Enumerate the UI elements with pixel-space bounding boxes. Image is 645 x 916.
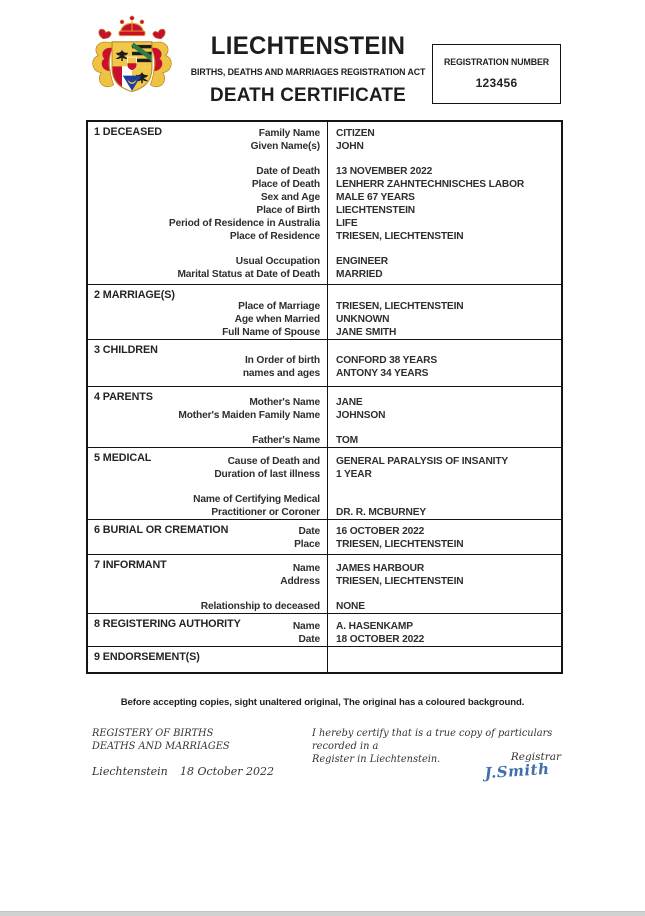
section-title: 7 INFORMANT bbox=[94, 559, 167, 571]
field-value: TRIESEN, LIECHTENSTEIN bbox=[336, 576, 464, 587]
field-label: Name of Certifying Medical bbox=[193, 494, 320, 505]
field-value: CITIZEN bbox=[336, 128, 375, 139]
field-label: In Order of birth bbox=[245, 355, 320, 366]
field-label: Given Name(s) bbox=[250, 141, 320, 152]
field-value: MARRIED bbox=[336, 269, 383, 280]
certificate-table bbox=[86, 120, 563, 674]
field-label: Duration of last illness bbox=[214, 469, 320, 480]
field-value: 13 NOVEMBER 2022 bbox=[336, 166, 433, 177]
section-title: 4 PARENTS bbox=[94, 391, 153, 403]
field-label: Place of Marriage bbox=[238, 301, 320, 312]
field-label: Place of Birth bbox=[256, 205, 320, 216]
section-label-column bbox=[88, 122, 327, 284]
field-value: LENHERR ZAHNTECHNISCHES LABOR bbox=[336, 179, 525, 190]
field-label: Place of Residence bbox=[229, 231, 320, 242]
section-label-column bbox=[88, 448, 327, 519]
certificate-title: DEATH CERTIFICATE bbox=[210, 84, 406, 106]
field-value: ENGINEER bbox=[336, 256, 389, 267]
field-value: 1 YEAR bbox=[336, 469, 372, 480]
certify-line1: I hereby certify that is a true copy of particulars recorded in a bbox=[312, 728, 553, 752]
section-label-column bbox=[88, 285, 327, 339]
field-label: Family Name bbox=[258, 128, 320, 139]
field-label: Mother's Maiden Family Name bbox=[178, 410, 320, 421]
section-informant bbox=[88, 554, 561, 613]
field-label: Address bbox=[280, 576, 320, 587]
registration-number: 123456 bbox=[475, 76, 518, 90]
field-value: LIECHTENSTEIN bbox=[336, 205, 415, 216]
field-label: Usual Occupation bbox=[235, 256, 320, 267]
section-title: 9 ENDORSEMENT(S) bbox=[94, 651, 200, 663]
country-title: LIECHTENSTEIN bbox=[210, 32, 406, 60]
section-value-column bbox=[327, 555, 561, 613]
section-marriage-s bbox=[88, 284, 561, 339]
section-title: 8 REGISTERING AUTHORITY bbox=[94, 618, 241, 630]
section-value-column bbox=[327, 387, 561, 447]
field-value: TRIESEN, LIECHTENSTEIN bbox=[336, 231, 464, 242]
section-label-column bbox=[88, 614, 327, 646]
section-children bbox=[88, 339, 561, 386]
field-label: Age when Married bbox=[234, 314, 320, 325]
section-value-column bbox=[327, 285, 561, 339]
registry-line1: REGISTERY OF BIRTHS bbox=[92, 728, 214, 739]
section-title: 2 MARRIAGE(S) bbox=[94, 289, 175, 301]
section-value-column bbox=[327, 122, 561, 284]
field-label: Date bbox=[298, 634, 320, 645]
issue-date: 18 October 2022 bbox=[180, 765, 275, 778]
section-value-column bbox=[327, 448, 561, 519]
field-label: Cause of Death and bbox=[227, 456, 320, 467]
act-subtitle: BIRTHS, DEATHS AND MARRIAGES REGISTRATION ACT bbox=[190, 67, 426, 77]
field-value: GENERAL PARALYSIS OF INSANITY bbox=[336, 456, 509, 467]
section-title: 5 MEDICAL bbox=[94, 452, 152, 464]
field-label: Date bbox=[298, 526, 320, 537]
section-label-column bbox=[88, 555, 327, 613]
field-label: Date of Death bbox=[256, 166, 320, 177]
field-label: names and ages bbox=[242, 368, 320, 379]
field-label: Relationship to deceased bbox=[200, 601, 320, 612]
field-value: TRIESEN, LIECHTENSTEIN bbox=[336, 301, 464, 312]
field-label: Marital Status at Date of Death bbox=[177, 269, 320, 280]
inescutcheon bbox=[127, 57, 136, 70]
section-label-column bbox=[88, 647, 327, 672]
field-value: A. HASENKAMP bbox=[336, 621, 413, 632]
field-label: Father's Name bbox=[252, 435, 320, 446]
section-title: 1 DECEASED bbox=[94, 126, 162, 138]
copy-notice: Before accepting copies, sight unaltered original, The original has a coloured background. bbox=[120, 697, 525, 708]
field-label: Practitioner or Coroner bbox=[211, 507, 320, 518]
field-value: ANTONY 34 YEARS bbox=[336, 368, 429, 379]
title-block bbox=[178, 32, 438, 107]
field-value: JANE SMITH bbox=[336, 327, 397, 338]
field-value: LIFE bbox=[336, 218, 358, 229]
field-label: Name bbox=[292, 621, 320, 632]
field-value: MALE 67 YEARS bbox=[336, 192, 415, 203]
section-value-column bbox=[327, 647, 561, 672]
field-value: JOHN bbox=[336, 141, 364, 152]
field-value: TRIESEN, LIECHTENSTEIN bbox=[336, 539, 464, 550]
section-label-column bbox=[88, 387, 327, 447]
field-value: JANE bbox=[336, 397, 363, 408]
field-value: JOHNSON bbox=[336, 410, 386, 421]
issue-place: Liechtenstein bbox=[92, 765, 168, 778]
section-deceased bbox=[88, 122, 561, 284]
registry-office bbox=[92, 727, 230, 753]
field-value: DR. R. MCBURNEY bbox=[336, 507, 427, 518]
section-value-column bbox=[327, 614, 561, 646]
crown bbox=[119, 16, 145, 36]
field-value: CONFORD 38 YEARS bbox=[336, 355, 438, 366]
certify-line2: Register in Liechtenstein. bbox=[312, 754, 441, 765]
field-label: Period of Residence in Australia bbox=[168, 218, 320, 229]
registry-line2: DEATHS AND MARRIAGES bbox=[92, 741, 230, 752]
section-value-column bbox=[327, 520, 561, 554]
section-value-column bbox=[327, 340, 561, 386]
field-value: UNKNOWN bbox=[336, 314, 390, 325]
registrar-signature: J.Smith bbox=[483, 759, 551, 783]
section-parents bbox=[88, 386, 561, 447]
field-label: Full Name of Spouse bbox=[222, 327, 320, 338]
section-label-column bbox=[88, 520, 327, 554]
section-registering-authority bbox=[88, 613, 561, 646]
field-label: Place bbox=[294, 539, 320, 550]
field-value: JAMES HARBOUR bbox=[336, 563, 425, 574]
section-label-column bbox=[88, 340, 327, 386]
registration-label: REGISTRATION NUMBER bbox=[444, 57, 549, 67]
field-value: TOM bbox=[336, 435, 358, 446]
field-value: 18 OCTOBER 2022 bbox=[336, 634, 425, 645]
mantling-right bbox=[150, 29, 171, 87]
section-medical bbox=[88, 447, 561, 519]
field-value: 16 OCTOBER 2022 bbox=[336, 526, 425, 537]
bottom-scan-bar bbox=[0, 911, 645, 916]
field-label: Name bbox=[292, 563, 320, 574]
section-endorsement-s bbox=[88, 646, 561, 672]
registrar-label: Registrar bbox=[510, 751, 561, 763]
field-label: Mother's Name bbox=[249, 397, 320, 408]
field-label: Place of Death bbox=[251, 179, 320, 190]
liechtenstein-coat-of-arms bbox=[86, 10, 178, 112]
section-title: 6 BURIAL OR CREMATION bbox=[94, 524, 229, 536]
section-title: 3 CHILDREN bbox=[94, 344, 158, 356]
mantling-left bbox=[93, 29, 114, 87]
registration-box bbox=[432, 44, 561, 104]
shield bbox=[112, 42, 157, 97]
section-burial-or-cremation bbox=[88, 519, 561, 554]
field-label: Sex and Age bbox=[260, 192, 320, 203]
field-value: NONE bbox=[336, 601, 365, 612]
